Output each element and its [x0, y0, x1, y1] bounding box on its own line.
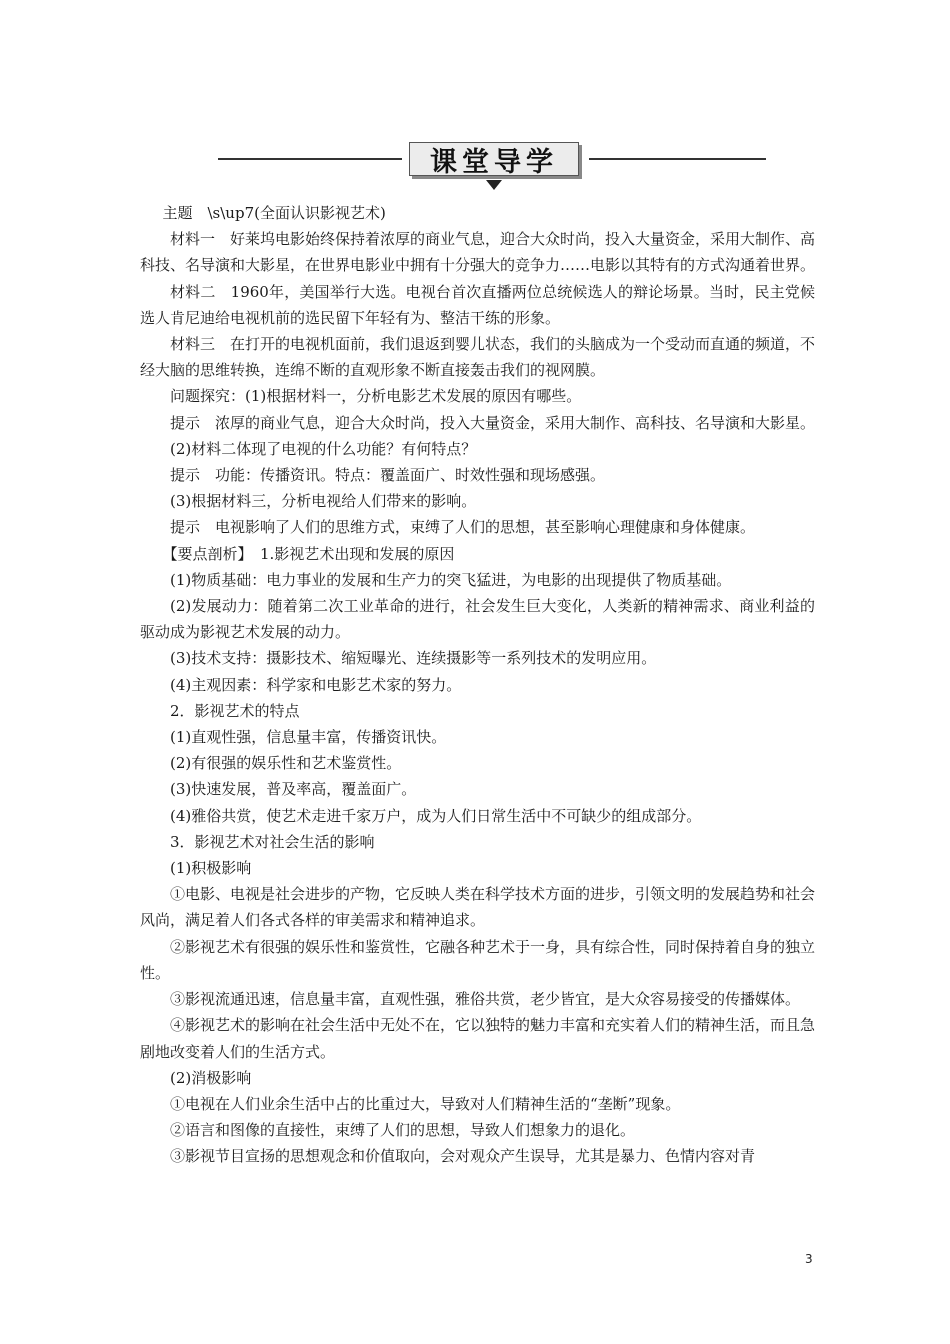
key-point-paragraph: (3)技术支持：摄影技术、缩短曝光、连续摄影等一系列技术的发明应用。	[170, 649, 657, 668]
material-3: 材料三 在打开的电视机面前，我们退返到婴儿状态，我们的头脑成为一个受动而直通的频道，不经大脑的思维转换，连绵不断的直观形象不断直接轰击我们的视网膜。	[140, 335, 816, 380]
key-point-paragraph: (1)直观性强，信息量丰富，传播资讯快。	[170, 728, 447, 747]
key-point-paragraph: ③影视节目宣扬的思想观念和价值取向，会对观众产生误导，尤其是暴力、色情内容对青	[170, 1147, 756, 1166]
key-point-paragraph: ②语言和图像的直接性，束缚了人们的思想，导致人们想象力的退化。	[170, 1121, 636, 1140]
subsection-heading: (2)消极影响	[170, 1068, 252, 1087]
subsection-heading: 3．影视艺术对社会生活的影响	[170, 832, 375, 851]
material-2: 材料二 1960年，美国举行大选。电视台首次直播两位总统候选人的辩论场景。当时，民主党候选人肯尼迪给电视机前的选民留下年轻有为、整洁干练的形象。	[140, 282, 815, 327]
banner-rule-right	[589, 158, 766, 160]
page-number: 3	[805, 1252, 813, 1266]
key-point-paragraph: (1)物质基础：电力事业的发展和生产力的突飞猛进，为电影的出现提供了物质基础。	[170, 570, 732, 589]
key-point-paragraph: (4)雅俗共赏，使艺术走进千家万户，成为人们日常生活中不可缺少的组成部分。	[170, 806, 702, 825]
document-body	[140, 200, 815, 1170]
key-point-paragraph: ③影视流通迅速，信息量丰富，直观性强，雅俗共赏，老少皆宜，是大众容易接受的传播媒体。	[170, 990, 801, 1009]
material-1: 材料一 好莱坞电影始终保持着浓厚的商业气息，迎合大众时尚，投入大量资金，采用大制作、高科技、名导演和大影星，在世界电影业中拥有十分强大的竞争力……电影以其特有的方式沟通着世界。	[140, 230, 816, 275]
question-1: 问题探究：(1)根据材料一，分析电影艺术发展的原因有哪些。	[170, 387, 582, 406]
key-point-paragraph: ④影视艺术的影响在社会生活中无处不在，它以独特的魅力丰富和充实着人们的精神生活，而且急剧地改变着人们的生活方式。	[140, 1016, 816, 1061]
key-point-paragraph: ②影视艺术有很强的娱乐性和鉴赏性，它融各种艺术于一身，具有综合性，同时保持着自身的独立性。	[140, 937, 816, 982]
banner-arrow-icon	[486, 180, 502, 190]
section-title: 课堂导学	[409, 142, 579, 176]
question-2: (2)材料二体现了电视的什么功能？有何特点？	[170, 439, 477, 458]
hint-2: 提示 功能：传播资讯。特点：覆盖面广、时效性强和现场感强。	[170, 466, 606, 485]
subsection-heading: 2．影视艺术的特点	[170, 701, 300, 720]
hint-1: 提示 浓厚的商业气息，迎合大众时尚，投入大量资金，采用大制作、高科技、名导演和大影星。	[170, 413, 816, 432]
topic-line: 主题 \s\up7(全面认识影视艺术)	[162, 204, 386, 222]
subsection-heading: (1)积极影响	[170, 859, 252, 878]
key-points-heading: 【要点剖析】 1.影视艺术出现和发展的原因	[162, 544, 455, 563]
key-point-paragraph: (2)发展动力：随着第二次工业革命的进行，社会发生巨大变化，人类新的精神需求、商业利益的驱动成为影视艺术发展的动力。	[140, 597, 815, 642]
key-point-paragraph: (3)快速发展，普及率高，覆盖面广。	[170, 780, 417, 799]
hint-3: 提示 电视影响了人们的思维方式，束缚了人们的思想，甚至影响心理健康和身体健康。	[170, 518, 756, 537]
section-banner	[0, 142, 950, 192]
key-point-paragraph: ①电视在人们业余生活中占的比重过大，导致对人们精神生活的“垄断”现象。	[170, 1094, 681, 1113]
banner-rule-left	[218, 158, 402, 160]
key-point-paragraph: ①电影、电视是社会进步的产物，它反映人类在科学技术方面的进步，引领文明的发展趋势和社会风尚，满足着人们各式各样的审美需求和精神追求。	[140, 885, 816, 930]
key-point-paragraph: (2)有很强的娱乐性和艺术鉴赏性。	[170, 754, 402, 773]
question-3: (3)根据材料三，分析电视给人们带来的影响。	[170, 492, 477, 511]
key-point-paragraph: (4)主观因素：科学家和电影艺术家的努力。	[170, 675, 462, 694]
